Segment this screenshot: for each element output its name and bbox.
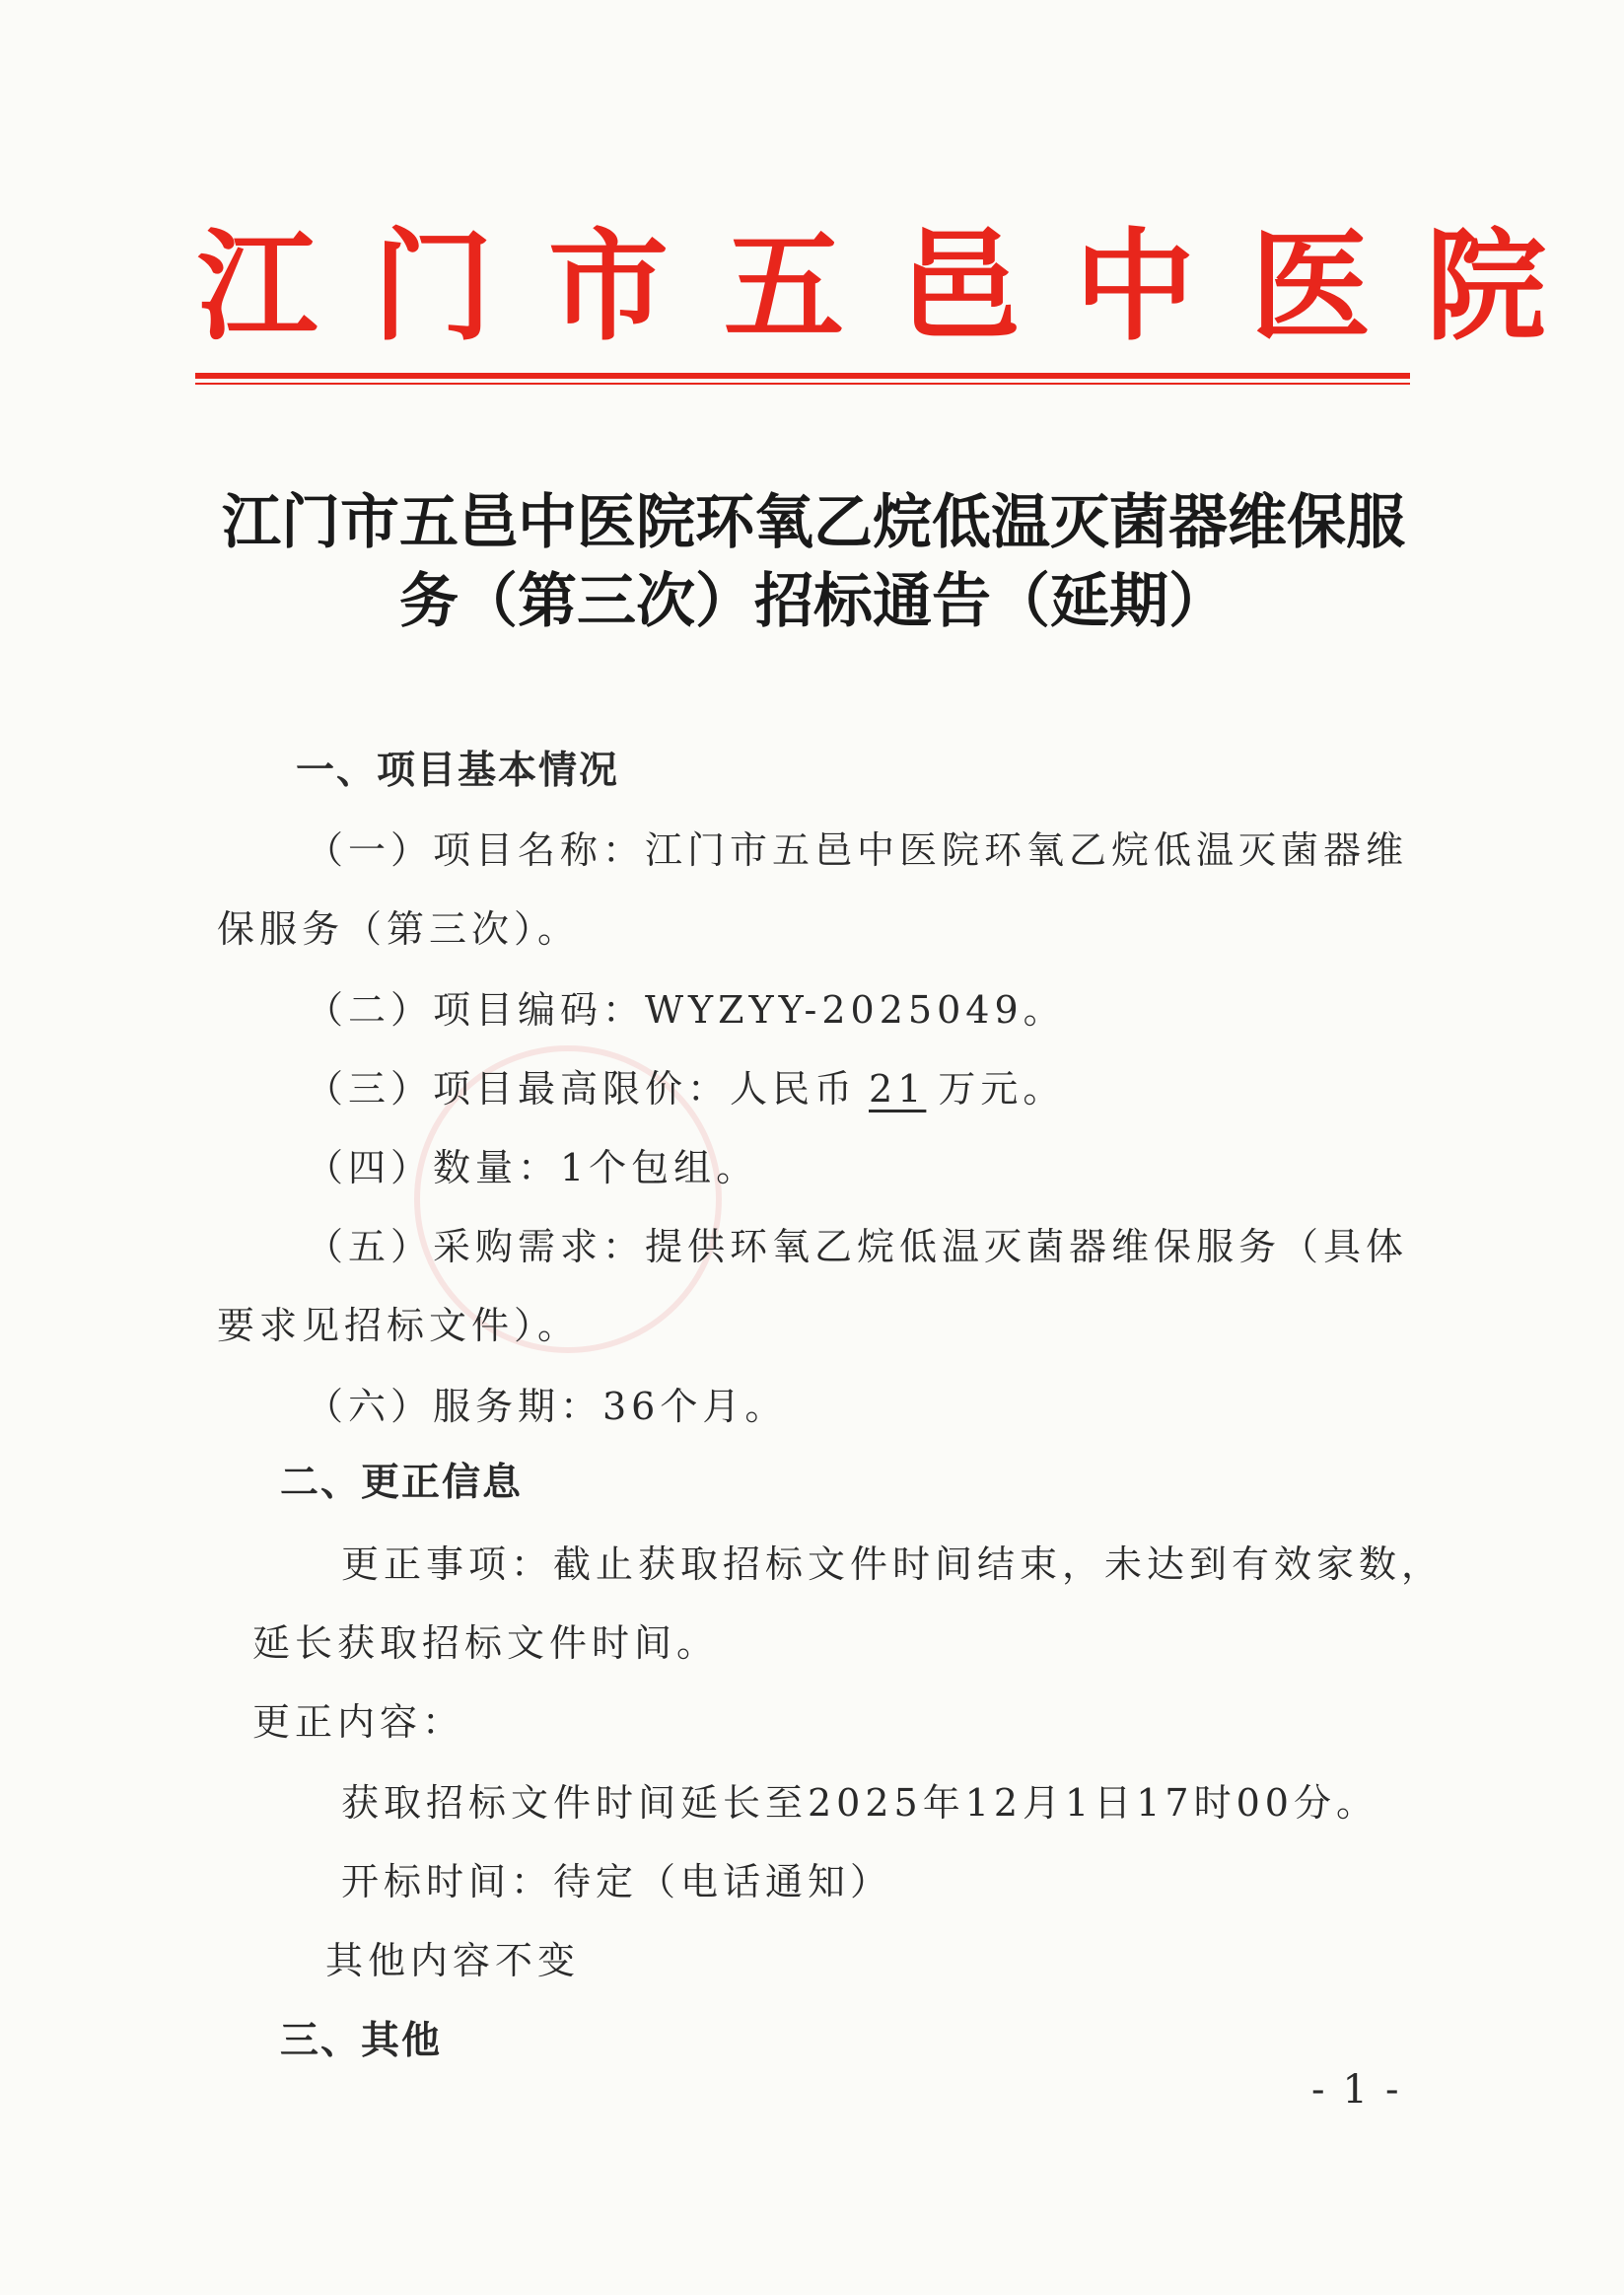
letterhead-rule-thin [195,383,1410,385]
section-2-heading: 二、更正信息 [280,1461,524,1505]
item-3-prefix: （三）项目最高限价：人民币 [306,1067,858,1111]
item-5-line-a: （五）采购需求：提供环氧乙烷低温灭菌器维保服务（具体 [306,1225,1409,1268]
item-3 [306,1059,1065,1118]
item-1-line-a: （一）项目名称：江门市五邑中医院环氧乙烷低温灭菌器维 [306,828,1409,872]
item-4: （四）数量：1个包组。 [306,1146,759,1189]
correction-content-1: 获取招标文件时间延长至2025年12月1日17时00分。 [341,1781,1378,1825]
item-6: （六）服务期：36个月。 [306,1385,788,1428]
item-3-suffix: 万元。 [938,1067,1066,1111]
correction-content-label: 更正内容： [252,1700,465,1744]
correction-content-3: 其他内容不变 [325,1939,581,1982]
item-1-line-b: 保服务（第三次）。 [217,907,581,951]
letterhead-rule-thick [195,373,1410,379]
title-line-1: 江门市五邑中医院环氧乙烷低温灭菌器维保服 [222,488,1405,557]
section-3-heading: 三、其他 [280,2019,443,2063]
correction-matter-line-a: 更正事项：截止获取招标文件时间结束，未达到有效家数， [341,1542,1445,1586]
title-line-2: 务（第三次）招标通告（延期） [399,567,1228,636]
correction-content-2: 开标时间：待定（电话通知） [341,1860,893,1903]
item-2: （二）项目编码：WYZYY-2025049。 [306,988,1066,1032]
page-number: -1- [1311,2067,1417,2113]
document-title [197,483,1430,641]
correction-matter-line-b: 延长获取招标文件时间。 [252,1621,720,1665]
item-3-amount: 21 [869,1067,927,1111]
letterhead: 江门市五邑中医院 [197,217,1601,357]
item-5-line-b: 要求见招标文件）。 [217,1304,581,1347]
section-1-heading: 一、项目基本情况 [296,749,620,793]
